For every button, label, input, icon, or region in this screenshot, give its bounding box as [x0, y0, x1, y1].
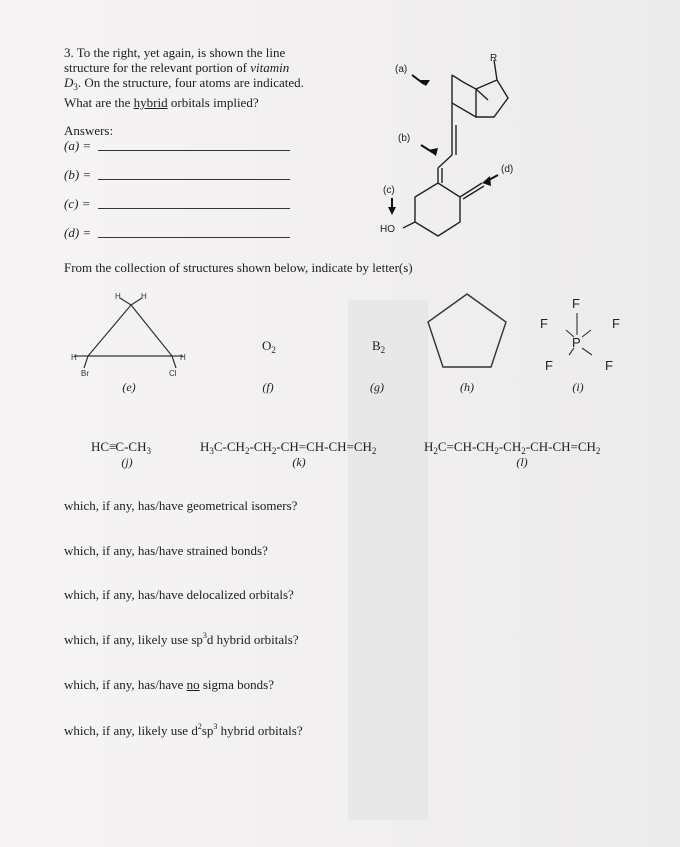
label-g: (g)	[370, 380, 384, 394]
pf5-f-bottom-left: F	[545, 358, 553, 373]
e-cl: Cl	[169, 369, 177, 378]
label-h: (h)	[460, 380, 474, 394]
pf5-f-top: F	[572, 296, 580, 311]
e-br: Br	[81, 369, 89, 378]
question-line2: structure for the relevant portion of	[64, 60, 251, 75]
cyclopropane-structure	[74, 298, 183, 368]
vitamin-word: vitamin	[250, 60, 290, 75]
label-k: (k)	[292, 455, 306, 469]
formula-j: $HC\equiv C-CH_3$	[91, 439, 151, 456]
cyclopentane-structure	[428, 294, 506, 367]
e-h2: H	[141, 292, 147, 301]
label-d: (d)	[501, 164, 514, 175]
collection-instruction: From the collection of structures shown below, indicate by letter(s)	[64, 260, 413, 275]
e-h1: H	[115, 292, 121, 301]
o2-formula: $O_2$	[262, 338, 276, 355]
question-sp3d: which, if any, likely use $sp^3d$ hybrid orbitals?	[64, 631, 299, 647]
label-l: (l)	[516, 455, 528, 469]
question-line3: . On the structure, four atoms are indicated.	[77, 75, 304, 90]
e-h4: H	[180, 353, 186, 362]
label-e: (e)	[122, 380, 136, 394]
vitamin-d: D	[64, 75, 74, 90]
question-strained-bonds: which, if any, has/have strained bonds?	[64, 543, 268, 558]
answers-heading: Answers:	[64, 123, 114, 138]
answer-a-label: (a) =	[64, 138, 92, 153]
formula-k: $H_3C-CH_2-CH_2-CH=CH-CH=CH_2$	[200, 439, 377, 456]
question-line4-rest: orbitals implied?	[167, 95, 259, 110]
label-ho: HO	[380, 224, 395, 235]
formula-l: $H_2C=CH-CH_2-CH_2-CH-CH=CH_2$	[424, 439, 601, 456]
label-c: (c)	[383, 185, 395, 196]
pf5-p: P	[572, 335, 581, 350]
label-i: (i)	[572, 380, 584, 394]
label-b: (b)	[398, 133, 411, 144]
structures-row	[0, 0, 680, 420]
vitamin-d-sub: 3	[73, 82, 78, 92]
question-number: 3.	[64, 45, 74, 60]
question-geometrical-isomers: which, if any, has/have geometrical isomers?	[64, 498, 298, 513]
label-a: (a)	[395, 64, 408, 75]
hybrid-word: hybrid	[133, 95, 168, 110]
answer-d-label: (d) =	[64, 225, 92, 240]
question-no-sigma: which, if any, has/have no sigma bonds?	[64, 677, 275, 692]
question-d2sp3: which, if any, likely use $d^2sp^3$ hybrid orbitals?	[64, 722, 303, 738]
pf5-f-right: F	[612, 316, 620, 331]
question-line4-pre: What are the	[64, 95, 134, 110]
question-delocalized-orbitals: which, if any, has/have delocalized orbitals?	[64, 587, 294, 602]
answer-c-label: (c) =	[64, 196, 91, 211]
b2-formula: $B_2$	[372, 338, 386, 355]
pf5-f-left: F	[540, 316, 548, 331]
answer-b-label: (b) =	[64, 167, 92, 182]
label-f: (f)	[262, 380, 274, 394]
label-j: (j)	[121, 455, 133, 469]
e-h3: H	[71, 353, 77, 362]
label-r: R	[490, 53, 498, 64]
pf5-f-bottom-right: F	[605, 358, 613, 373]
question-line1: To the right, yet again, is shown the line	[76, 45, 286, 60]
